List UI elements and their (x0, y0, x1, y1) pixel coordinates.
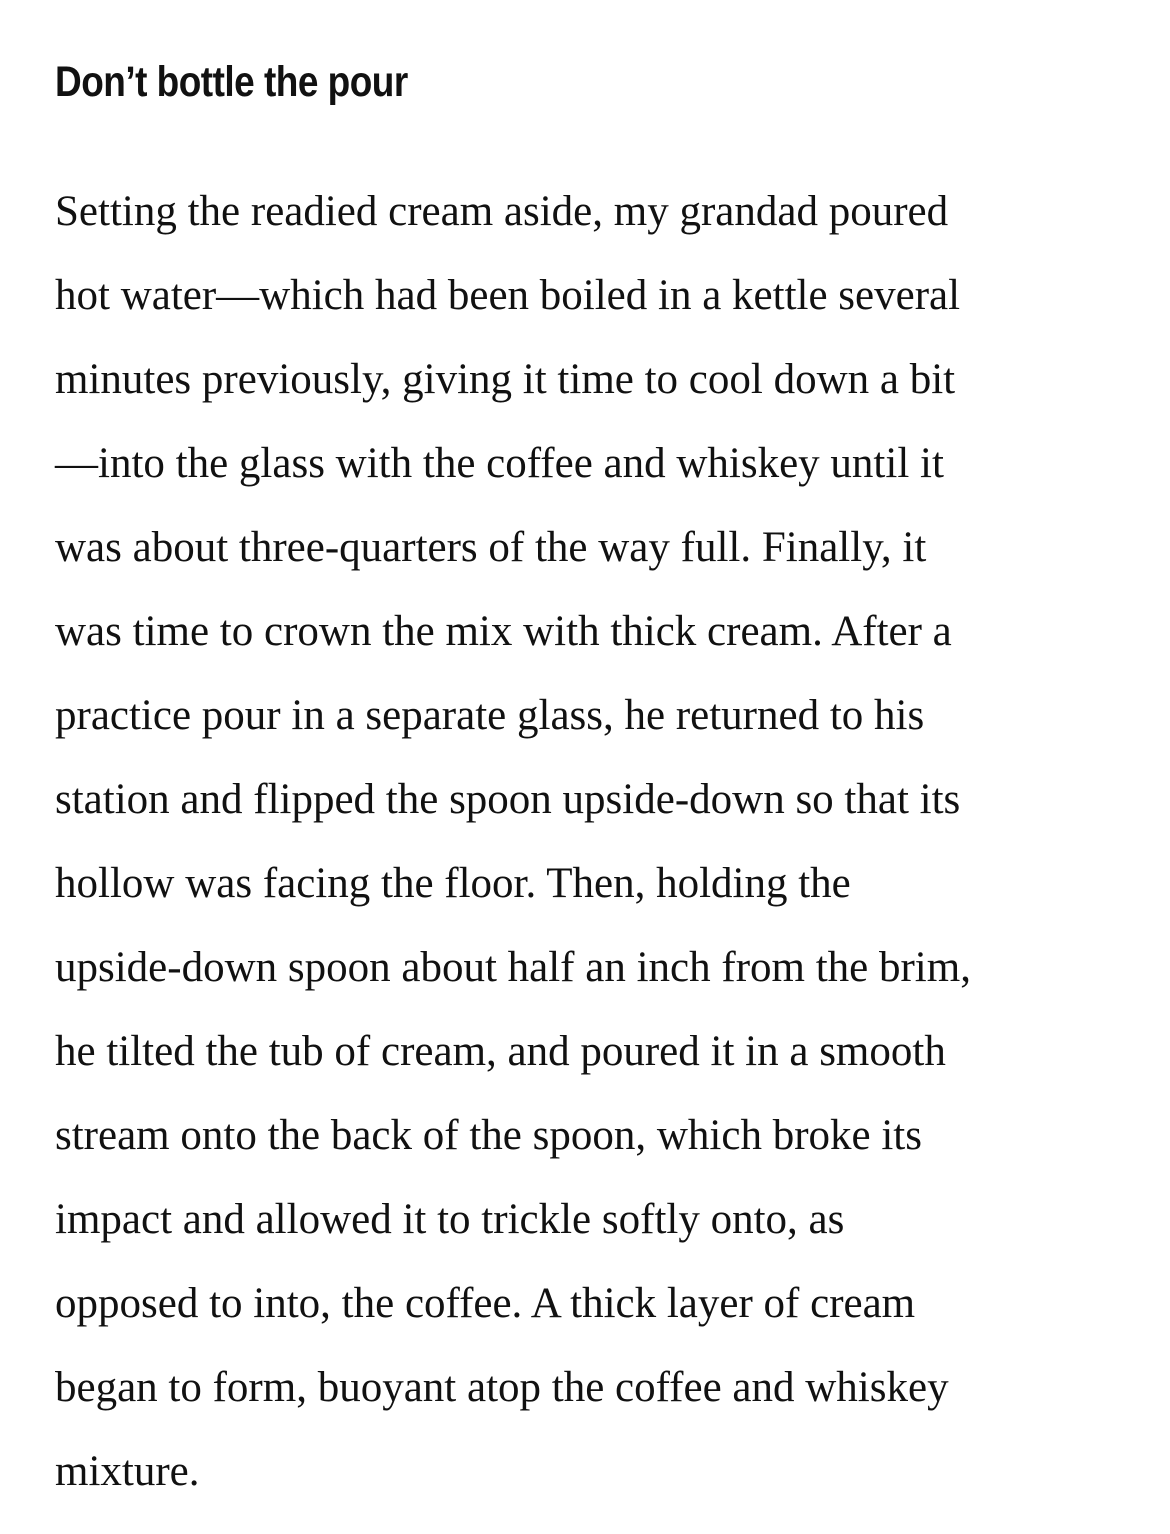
paragraph-line: opposed to into, the coffee. A thick layer of cream (55, 1280, 916, 1327)
paragraph-line: minutes previously, giving it time to cool down a bit (55, 356, 956, 403)
paragraph-line: was time to crown the mix with thick cream. After a (55, 608, 952, 655)
paragraph-line: practice pour in a separate glass, he returned to his (55, 692, 925, 739)
paragraph-line: Setting the readied cream aside, my grandad poured (55, 188, 949, 235)
paragraph-line: station and flipped the spoon upside-down so that its (55, 776, 961, 823)
paragraph-line: hot water—which had been boiled in a kettle several (55, 272, 961, 319)
body-paragraph (55, 170, 1135, 1514)
paragraph-line: impact and allowed it to trickle softly onto, as (55, 1196, 845, 1243)
paragraph-line: mixture. (55, 1448, 200, 1495)
paragraph-line: stream onto the back of the spoon, which broke its (55, 1112, 922, 1159)
paragraph-line: was about three-quarters of the way full. Finally, it (55, 524, 927, 571)
paragraph-line: hollow was facing the floor. Then, holding the (55, 860, 851, 907)
paragraph-line: upside-down spoon about half an inch from the brim, (55, 944, 971, 991)
paragraph-line: he tilted the tub of cream, and poured it in a smooth (55, 1028, 946, 1075)
paragraph-line: —into the glass with the coffee and whiskey until it (55, 440, 944, 487)
section-heading: Don’t bottle the pour (55, 58, 408, 106)
paragraph-line: began to form, buoyant atop the coffee and whiskey (55, 1364, 949, 1411)
